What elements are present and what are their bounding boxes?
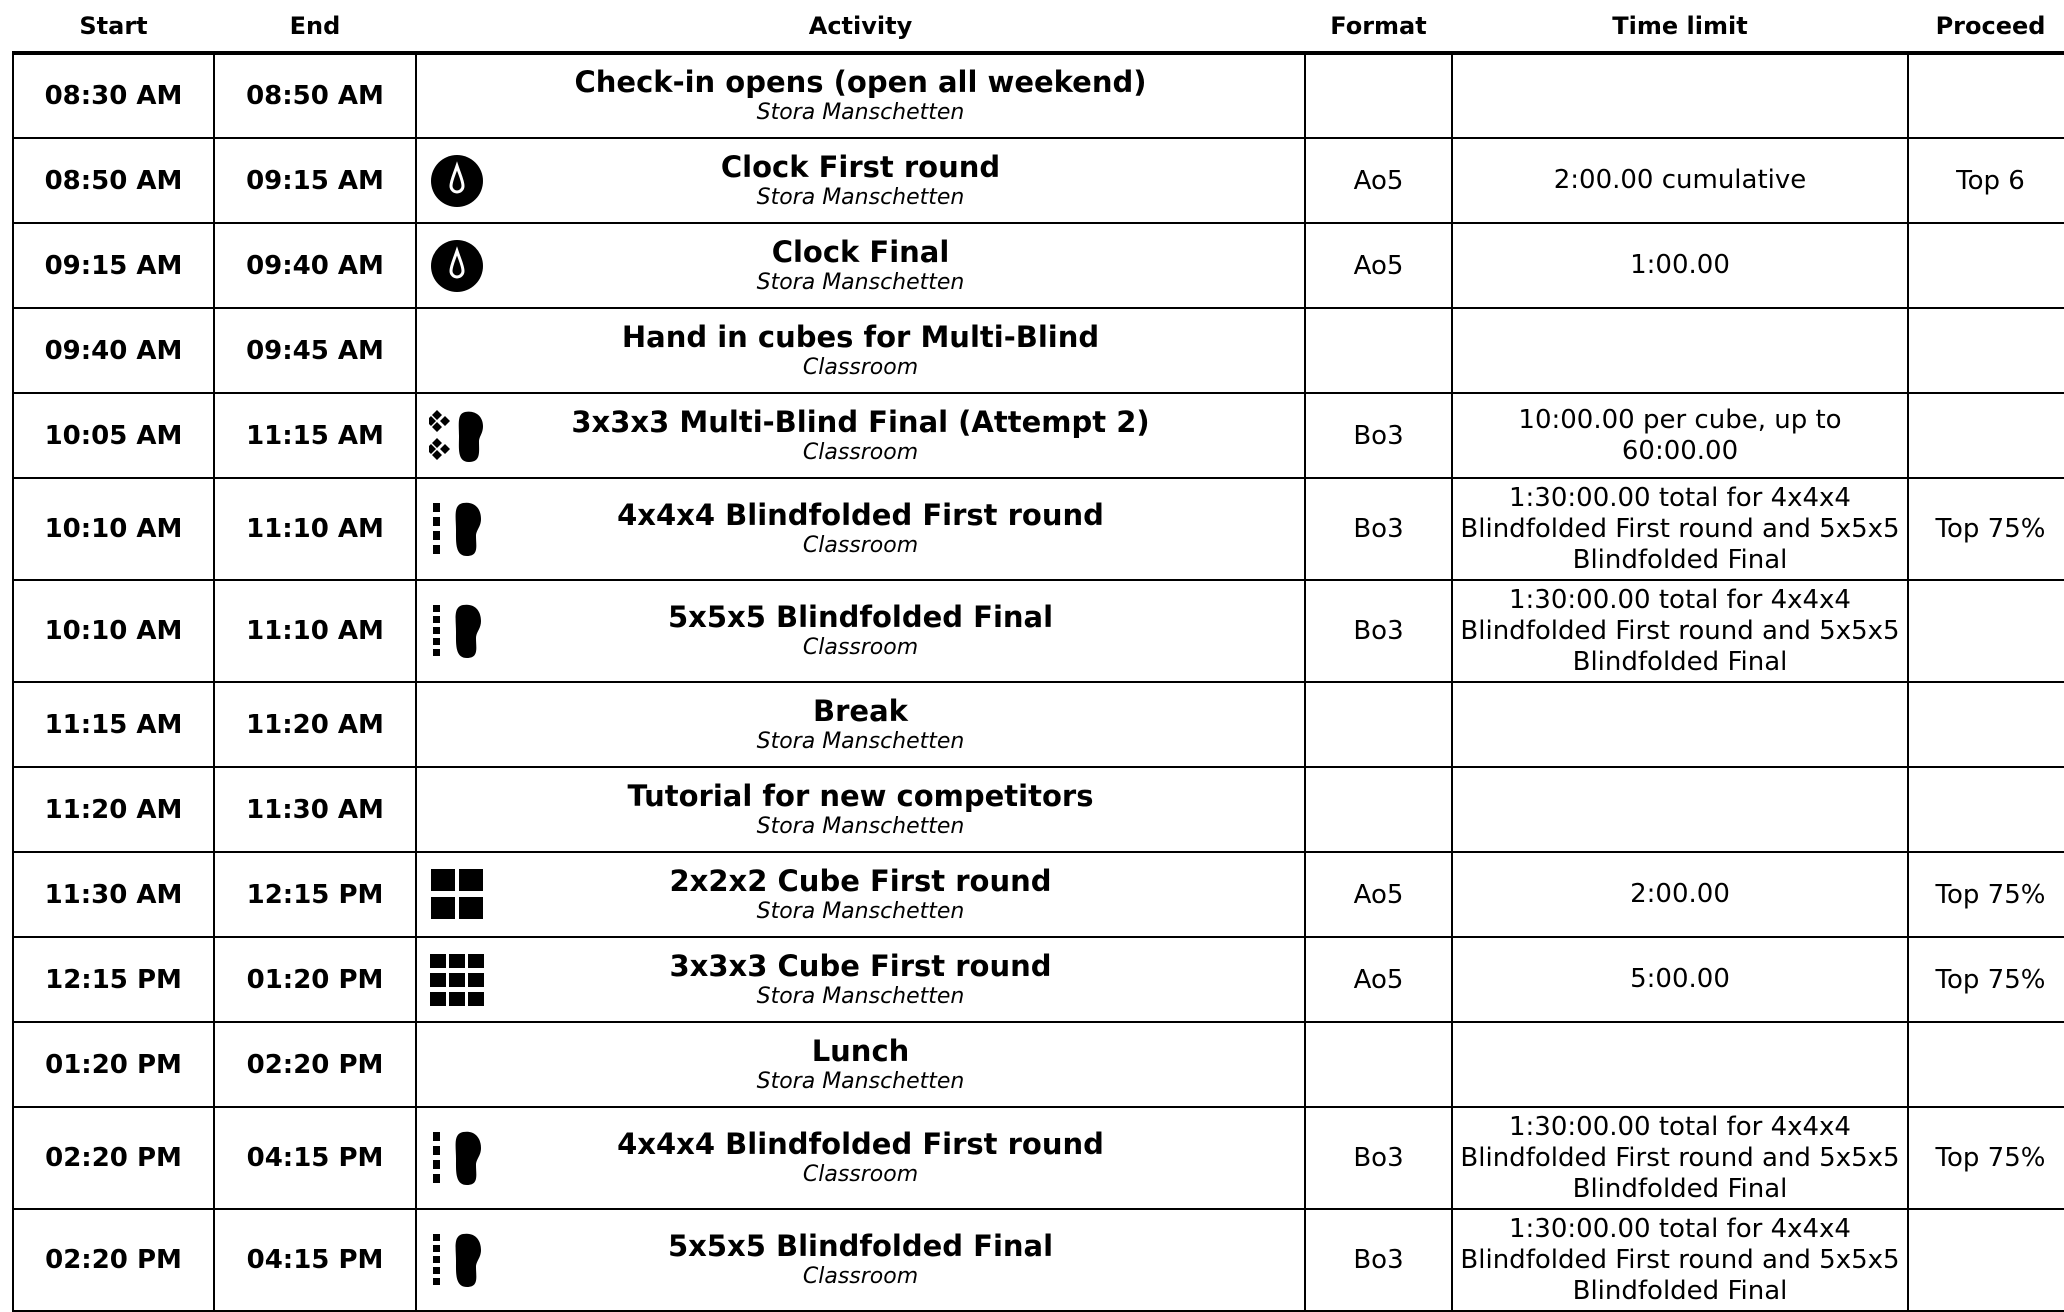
table-row <box>13 852 2064 937</box>
start-time: 11:30 AM <box>13 852 214 937</box>
time-limit-cell: 2:00.00 <box>1452 852 1908 937</box>
proceed-cell: Top 75% <box>1908 478 2064 580</box>
end-time: 09:40 AM <box>214 223 416 308</box>
header-row <box>13 0 2064 53</box>
schedule-table <box>12 0 2064 1312</box>
activity-cell <box>416 852 1305 937</box>
activity-cell <box>416 767 1305 852</box>
table-row <box>13 478 2064 580</box>
start-time: 10:10 AM <box>13 580 214 682</box>
time-limit-cell: 1:30:00.00 total for 4x4x4 Blindfolded First round and 5x5x5 Blindfolded Final <box>1452 478 1908 580</box>
time-limit-cell: 1:30:00.00 total for 4x4x4 Blindfolded First round and 5x5x5 Blindfolded Final <box>1452 1209 1908 1311</box>
time-limit-cell <box>1452 308 1908 393</box>
table-row <box>13 1107 2064 1209</box>
proceed-cell <box>1908 393 2064 478</box>
proceed-cell <box>1908 1209 2064 1311</box>
end-time: 04:15 PM <box>214 1209 416 1311</box>
start-time: 11:15 AM <box>13 682 214 767</box>
start-time: 02:20 PM <box>13 1107 214 1209</box>
activity-name: 5x5x5 Blindfolded Final <box>667 600 1054 634</box>
activity-cell <box>416 53 1305 138</box>
format-cell: Ao5 <box>1305 138 1452 223</box>
proceed-cell <box>1908 308 2064 393</box>
format-cell <box>1305 767 1452 852</box>
activity-name: 2x2x2 Cube First round <box>669 863 1052 898</box>
multi-blind-icon <box>429 408 485 464</box>
table-row <box>13 767 2064 852</box>
activity-cell <box>416 223 1305 308</box>
activity-name: Clock First round <box>720 149 1001 184</box>
proceed-cell: Top 75% <box>1908 852 2064 937</box>
table-row <box>13 1209 2064 1311</box>
format-cell: Bo3 <box>1305 1209 1452 1311</box>
activity-name: Clock Final <box>771 234 950 269</box>
format-cell: Ao5 <box>1305 852 1452 937</box>
activity-cell <box>416 138 1305 223</box>
header-end: End <box>214 0 416 53</box>
end-time: 09:15 AM <box>214 138 416 223</box>
time-limit-cell <box>1452 53 1908 138</box>
proceed-cell <box>1908 223 2064 308</box>
table-row <box>13 1022 2064 1107</box>
end-time: 11:15 AM <box>214 393 416 478</box>
table-row <box>13 138 2064 223</box>
activity-room: Stora Manschetten <box>756 1068 965 1094</box>
time-limit-cell: 1:30:00.00 total for 4x4x4 Blindfolded First round and 5x5x5 Blindfolded Final <box>1452 1107 1908 1209</box>
time-limit-cell <box>1452 767 1908 852</box>
format-cell: Ao5 <box>1305 223 1452 308</box>
format-cell <box>1305 682 1452 767</box>
header-time-limit: Time limit <box>1452 0 1908 53</box>
time-limit-cell <box>1452 1022 1908 1107</box>
start-time: 08:30 AM <box>13 53 214 138</box>
end-time: 04:15 PM <box>214 1107 416 1209</box>
activity-room: Classroom <box>802 635 919 660</box>
4x4-blindfolded-icon <box>429 1130 485 1186</box>
activity-name: Break <box>813 693 908 728</box>
table-row <box>13 308 2064 393</box>
activity-room: Classroom <box>802 1264 919 1289</box>
table-row <box>13 53 2064 138</box>
activity-name: Hand in cubes for Multi-Blind <box>621 319 1100 354</box>
header-format: Format <box>1305 0 1452 53</box>
activity-room: Stora Manschetten <box>756 100 965 125</box>
proceed-cell <box>1908 580 2064 682</box>
activity-room: Classroom <box>802 354 919 380</box>
time-limit-cell: 1:30:00.00 total for 4x4x4 Blindfolded First round and 5x5x5 Blindfolded Final <box>1452 580 1908 682</box>
activity-room: Stora Manschetten <box>756 813 965 839</box>
header-start: Start <box>13 0 214 53</box>
proceed-cell: Top 6 <box>1908 138 2064 223</box>
activity-room: Stora Manschetten <box>756 983 965 1009</box>
proceed-cell <box>1908 682 2064 767</box>
activity-cell <box>416 937 1305 1022</box>
activity-cell <box>416 1107 1305 1209</box>
start-time: 09:40 AM <box>13 308 214 393</box>
end-time: 11:20 AM <box>214 682 416 767</box>
format-cell: Bo3 <box>1305 580 1452 682</box>
end-time: 01:20 PM <box>214 937 416 1022</box>
activity-room: Classroom <box>802 1162 919 1187</box>
activity-room: Classroom <box>802 533 919 558</box>
2x2-cube-icon <box>429 867 485 923</box>
activity-cell <box>416 682 1305 767</box>
time-limit-cell: 10:00.00 per cube, up to 60:00.00 <box>1452 393 1908 478</box>
table-row <box>13 580 2064 682</box>
time-limit-cell: 1:00.00 <box>1452 223 1908 308</box>
format-cell <box>1305 53 1452 138</box>
clock-icon <box>429 153 485 209</box>
activity-name: Tutorial for new competitors <box>627 778 1094 813</box>
header-proceed: Proceed <box>1908 0 2064 53</box>
end-time: 02:20 PM <box>214 1022 416 1107</box>
activity-room: Classroom <box>802 439 919 465</box>
activity-cell <box>416 1022 1305 1107</box>
5x5-blindfolded-icon <box>429 603 485 659</box>
start-time: 10:05 AM <box>13 393 214 478</box>
format-cell <box>1305 1022 1452 1107</box>
activity-name: Lunch <box>811 1033 910 1068</box>
start-time: 11:20 AM <box>13 767 214 852</box>
end-time: 11:10 AM <box>214 580 416 682</box>
activity-cell <box>416 393 1305 478</box>
proceed-cell <box>1908 767 2064 852</box>
format-cell: Ao5 <box>1305 937 1452 1022</box>
table-row <box>13 223 2064 308</box>
activity-name: 3x3x3 Multi-Blind Final (Attempt 2) <box>571 404 1150 439</box>
time-limit-cell <box>1452 682 1908 767</box>
time-limit-cell: 5:00.00 <box>1452 937 1908 1022</box>
format-cell <box>1305 308 1452 393</box>
5x5-blindfolded-icon <box>429 1232 485 1288</box>
end-time: 11:10 AM <box>214 478 416 580</box>
proceed-cell <box>1908 53 2064 138</box>
activity-name: 5x5x5 Blindfolded Final <box>667 1229 1054 1263</box>
proceed-cell: Top 75% <box>1908 937 2064 1022</box>
start-time: 02:20 PM <box>13 1209 214 1311</box>
activity-name: 3x3x3 Cube First round <box>669 948 1052 983</box>
start-time: 10:10 AM <box>13 478 214 580</box>
activity-room: Stora Manschetten <box>756 269 965 295</box>
end-time: 09:45 AM <box>214 308 416 393</box>
proceed-cell <box>1908 1022 2064 1107</box>
activity-room: Stora Manschetten <box>756 898 965 924</box>
format-cell: Bo3 <box>1305 478 1452 580</box>
format-cell: Bo3 <box>1305 393 1452 478</box>
activity-cell <box>416 308 1305 393</box>
table-row <box>13 393 2064 478</box>
activity-cell <box>416 580 1305 682</box>
format-cell: Bo3 <box>1305 1107 1452 1209</box>
proceed-cell: Top 75% <box>1908 1107 2064 1209</box>
start-time: 01:20 PM <box>13 1022 214 1107</box>
4x4-blindfolded-icon <box>429 501 485 557</box>
clock-icon <box>429 238 485 294</box>
end-time: 12:15 PM <box>214 852 416 937</box>
activity-room: Stora Manschetten <box>756 728 965 754</box>
activity-cell <box>416 478 1305 580</box>
start-time: 09:15 AM <box>13 223 214 308</box>
activity-room: Stora Manschetten <box>756 184 965 210</box>
activity-name: 4x4x4 Blindfolded First round <box>617 1127 1104 1161</box>
start-time: 08:50 AM <box>13 138 214 223</box>
start-time: 12:15 PM <box>13 937 214 1022</box>
end-time: 08:50 AM <box>214 53 416 138</box>
header-activity: Activity <box>416 0 1305 53</box>
end-time: 11:30 AM <box>214 767 416 852</box>
activity-name: 4x4x4 Blindfolded First round <box>617 498 1104 532</box>
table-row <box>13 937 2064 1022</box>
time-limit-cell: 2:00.00 cumulative <box>1452 138 1908 223</box>
3x3-cube-icon <box>429 952 485 1008</box>
activity-name: Check-in opens (open all weekend) <box>574 65 1147 99</box>
table-row <box>13 682 2064 767</box>
activity-cell <box>416 1209 1305 1311</box>
